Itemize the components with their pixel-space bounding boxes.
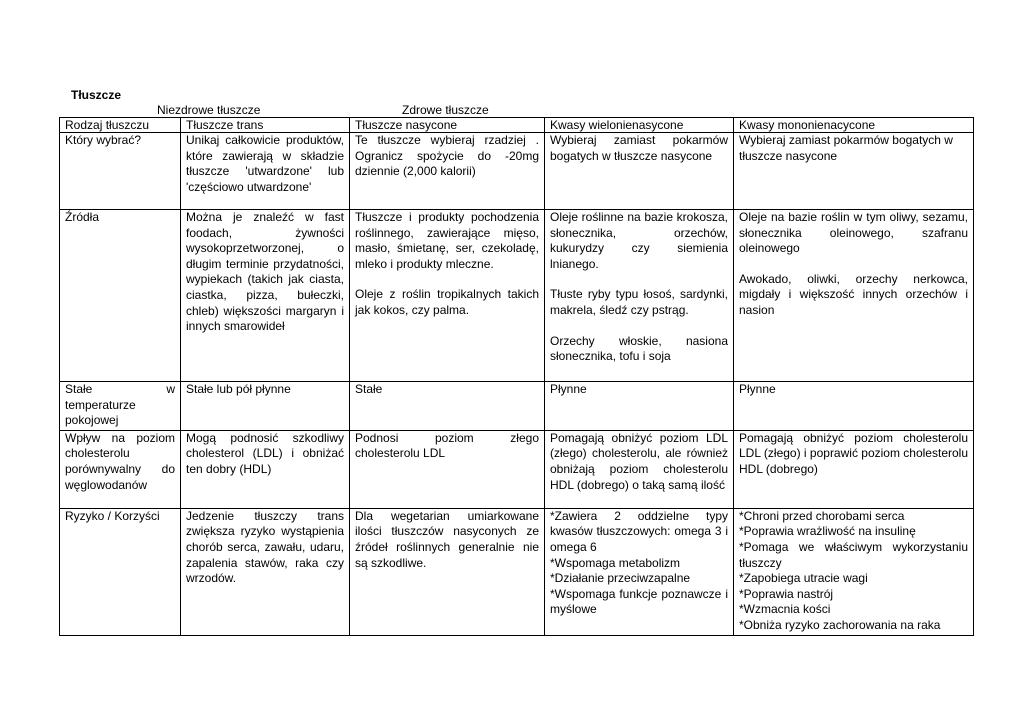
table-cell [181,210,350,382]
table-cell [545,133,734,210]
table-cell [545,210,734,382]
table-cell [734,210,974,382]
cell-paragraph: Unikaj całkowicie produktów, które zawierają w składzie tłuszcze 'utwardzone' lub 'częściowo utwardzone' [186,133,344,194]
cell-paragraph: Pomagają obniżyć poziom cholesterolu LDL (złego) i poprawić poziom cholesterolu HDL (dobrego) [739,430,968,476]
row-label: Wpływ na poziom cholesterolu porównywalny do węglowodanów [60,430,181,508]
cell-paragraph: Pomagają obniżyć poziom LDL (złego) cholesterolu, ale również obniżają poziom cholesterolu HDL (dobrego) o taką samą ilość [550,430,728,492]
group-label-unhealthy: Niezdrowe tłuszcze [157,103,261,117]
cell-paragraph: Można je znaleźć w fast foodach, żywności wysokoprzetworzonej, o długim terminie przydatności, wypiekach (takich jak ciasta, ciastka, pizza, bułeczki, chleb) większości margaryn i innych smarowideł [186,210,344,334]
cell-paragraph: Wybieraj zamiast pokarmów bogatych w tłuszcze nasycone [550,133,728,163]
cell-paragraph: Stałe lub pół płynne [186,382,291,396]
header-cell-monounsaturated: Kwasy mononienacycone [734,118,974,133]
header-cell-polyunsaturated: Kwasy wielonienasycone [545,118,734,133]
table-cell [181,382,350,431]
table-cell [545,430,734,508]
header-cell-trans: Tłuszcze trans [181,118,350,133]
cell-paragraph: Awokado, oliwki, orzechy nerkowca, migdały i większość innych orzechów i nasion [739,271,968,317]
table-cell [734,133,974,210]
table-cell [181,508,350,635]
cell-paragraph: Oleje roślinne na bazie krokosza, słonecznika, orzechów, kukurydzy czy siemienia lnianego. [550,210,728,271]
bullet-item: *Poprawia wrażliwość na insulinę [739,524,916,539]
cell-paragraph: Oleje z roślin tropikalnych takich jak kokos, czy palma. [355,287,539,317]
bullet-item: *Zapobiega utracie wagi [739,571,868,586]
cell-paragraph: Płynne [550,382,587,396]
table-row [60,382,974,431]
bullet-item: *Wspomaga metabolizm [550,555,681,570]
fats-table [59,117,974,636]
cell-paragraph: Dla wegetarian umiarkowane ilości tłuszczów nasyconych ze źródeł roślinnych generalnie nie są szkodliwe. [355,508,539,570]
table-cell [181,133,350,210]
bullet-item: *Wzmacnia kości [739,602,831,617]
cell-paragraph: Te tłuszcze wybieraj rzadziej . Ogranicz spożycie do -20mg dziennie (2,000 kalorii) [355,133,539,179]
table-row [60,210,974,382]
table-cell [350,382,545,431]
table-row [60,430,974,508]
table-cell [350,430,545,508]
cell-paragraph: Orzechy włoskie, nasiona słonecznika, tofu i soja [550,333,728,364]
cell-paragraph: Mogą podnosić szkodliwy cholesterol (LDL) i obniżać ten dobry (HDL) [186,430,344,476]
table-cell [350,133,545,210]
row-label: Który wybrać? [60,133,181,210]
row-label: Ryzyko / Korzyści [60,508,181,635]
table-row [60,133,974,210]
row-label: Źródła [60,210,181,382]
table-cell [734,430,974,508]
table-cell [545,508,734,635]
cell-paragraph: Wybieraj zamiast pokarmów bogatych w tłuszcze nasycone [739,133,953,163]
table-cell [734,508,974,635]
table-header-row [60,118,974,133]
bullet-item: *Pomaga we właściwym wykorzystaniu tłuszczy [739,539,968,570]
table-row [60,508,974,635]
document-title: Tłuszcze [71,88,122,102]
table-cell [181,430,350,508]
header-cell-saturated: Tłuszcze nasycone [350,118,545,133]
header-cell-type: Rodzaj tłuszczu [60,118,181,133]
cell-paragraph: Tłuste ryby typu łosoś, sardynki, makrela, śledź czy pstrąg. [550,287,728,317]
bullet-item: *Chroni przed chorobami serca [739,508,905,523]
row-label: Stałe w temperaturze pokojowej [60,382,181,431]
bullet-item: *Poprawia nastrój [739,586,834,601]
cell-paragraph: Stałe [355,382,383,396]
table-cell [734,382,974,431]
table-cell [350,508,545,635]
bullet-item: *Obniża ryzyko zachorowania na raka [739,617,941,632]
cell-paragraph: Podnosi poziom złego cholesterolu LDL [355,430,539,461]
bullet-item: *Zawiera 2 oddzielne typy kwasów tłuszczowych: omega 3 i omega 6 [550,508,728,554]
bullet-item: *Wspomaga funkcje poznawcze i myślowe [550,586,728,617]
cell-paragraph: Płynne [739,382,776,396]
cell-paragraph: Oleje na bazie roślin w tym oliwy, sezamu, słonecznika oleinowego, szafranu oleinowego [739,210,968,256]
table-cell [545,382,734,431]
cell-paragraph: Jedzenie tłuszczy trans zwiększa ryzyko wystąpienia chorób serca, zawału, udaru, zapalenia stawów, raka czy wrzodów. [186,508,344,586]
group-label-healthy: Zdrowe tłuszcze [402,103,489,117]
bullet-item: *Działanie przeciwzapalne [550,571,691,586]
table-cell [350,210,545,382]
cell-paragraph: Tłuszcze i produkty pochodzenia roślinnego, zawierające mięso, masło, śmietanę, ser, czekoladę, mleko i produkty mleczne. [355,210,539,271]
